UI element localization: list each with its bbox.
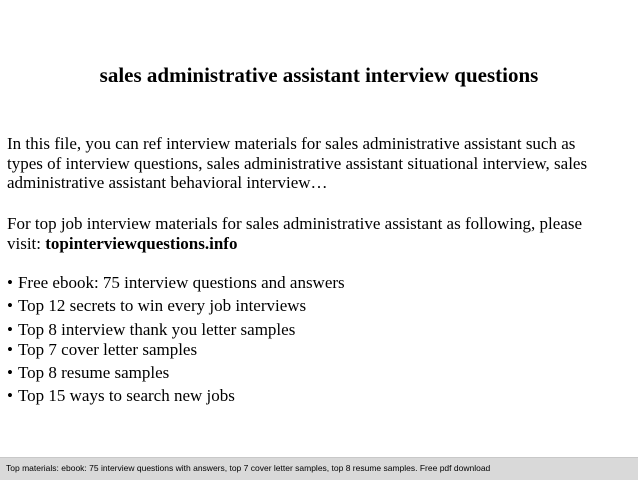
list-item	[7, 273, 345, 292]
footer-bar	[0, 457, 638, 480]
bullet-icon: •	[7, 296, 13, 315]
list-item-text: Free ebook: 75 interview questions and answers	[17, 273, 345, 292]
visit-label: visit:	[7, 233, 46, 253]
list-item	[7, 363, 169, 382]
bullet-icon: •	[7, 320, 13, 339]
intro-line-1: In this file, you can ref interview materials for sales administrative assistant such as	[7, 134, 576, 153]
list-item	[7, 386, 235, 405]
list-item	[7, 340, 197, 359]
site-link[interactable]: topinterviewquestions.info	[45, 233, 238, 253]
footer-text: Top materials: ebook: 75 interview questions with answers, top 7 cover letter samples, top 8 resume samples. Free pdf download	[6, 463, 491, 473]
page-title: sales administrative assistant interview questions	[99, 63, 539, 87]
list-item-text: Top 8 resume samples	[17, 363, 170, 382]
top-job-line-1: For top job interview materials for sales administrative assistant as following, please	[7, 214, 583, 233]
intro-line-2: types of interview questions, sales administrative assistant situational interview, sales	[7, 153, 588, 173]
intro-line-3: administrative assistant behavioral interview…	[7, 173, 328, 192]
list-item-text: Top 12 secrets to win every job interviews	[17, 296, 307, 315]
bullet-icon: •	[7, 340, 13, 359]
list-item	[7, 296, 306, 315]
list-item-text: Top 7 cover letter samples	[17, 340, 198, 359]
intro-paragraph	[7, 134, 631, 193]
list-item-text: Top 15 ways to search new jobs	[17, 386, 235, 405]
top-job-line-2	[7, 234, 631, 254]
bullet-icon: •	[7, 386, 13, 405]
list-item	[7, 320, 295, 339]
bullet-icon: •	[7, 363, 13, 382]
bullet-icon: •	[7, 273, 13, 292]
top-job-paragraph	[7, 214, 631, 253]
list-item-text: Top 8 interview thank you letter samples	[17, 320, 296, 339]
